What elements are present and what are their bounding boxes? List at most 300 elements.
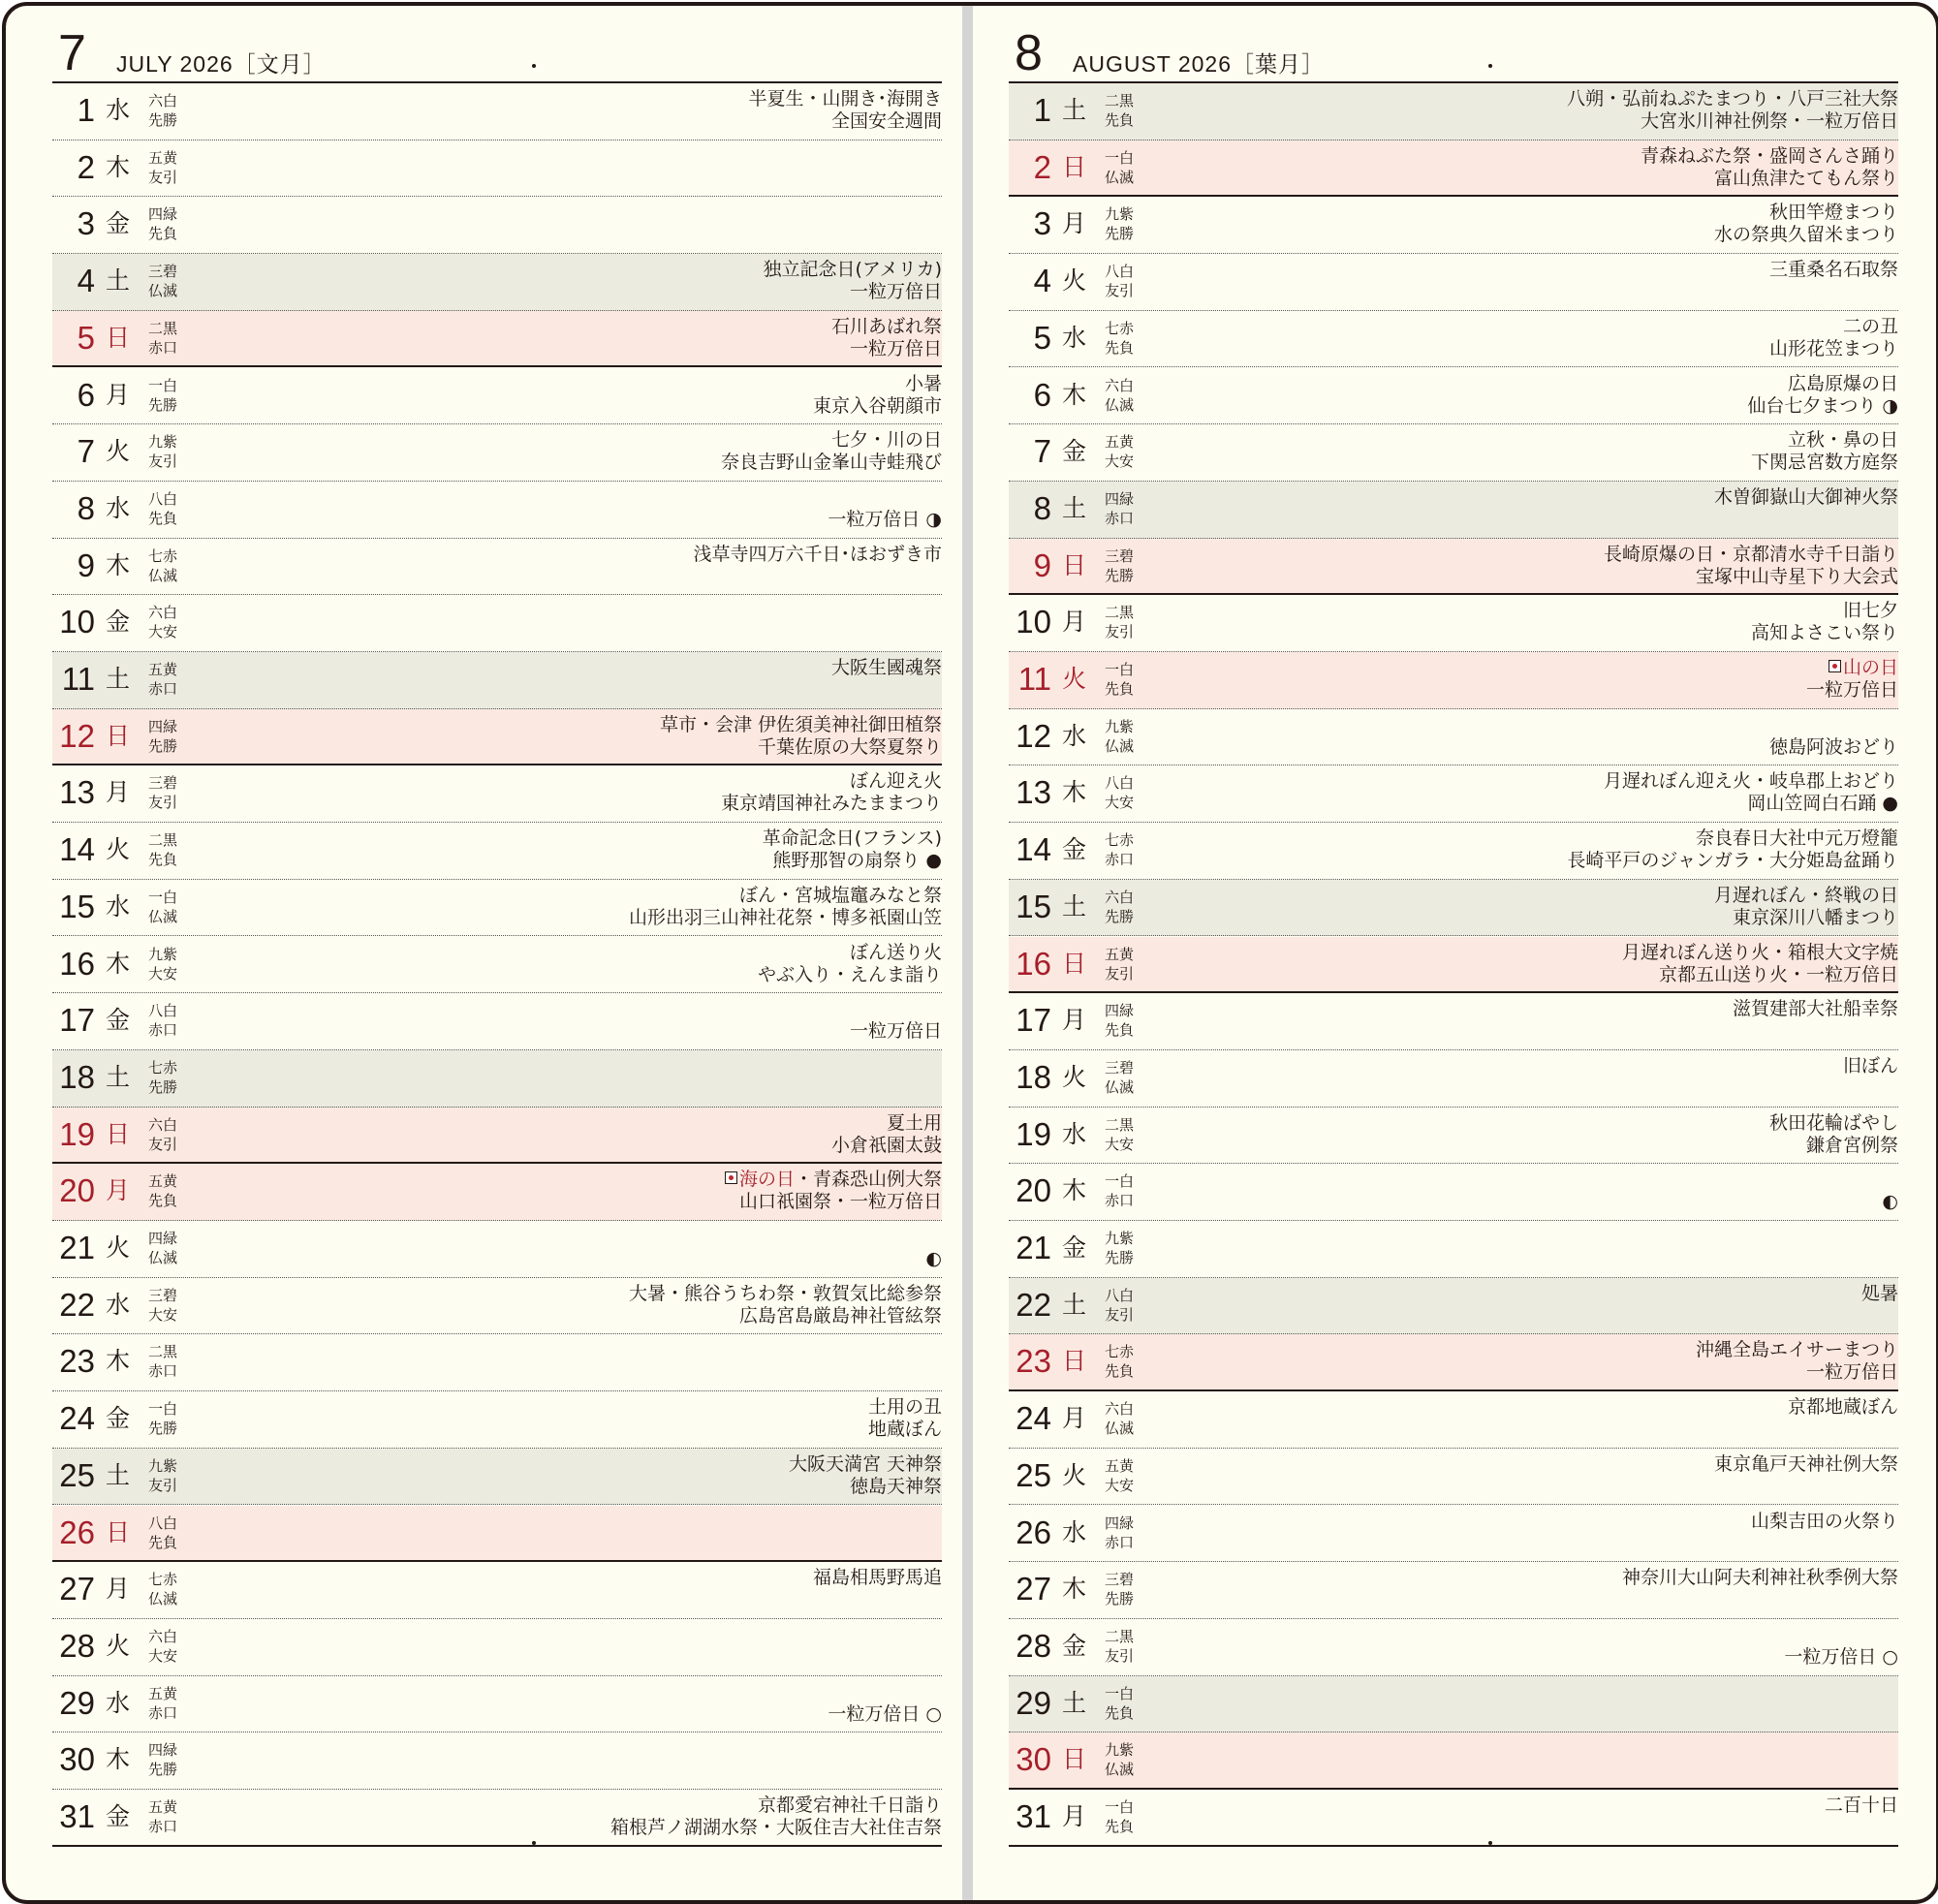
page-dot [532, 64, 536, 68]
event-line-1 [1769, 714, 1898, 736]
event-line-2: 長崎平戸のジャンガラ・大分姫島盆踊り [1567, 850, 1898, 872]
day-number: 28 [59, 1627, 95, 1664]
events [1696, 1339, 1898, 1384]
weekday: 日 [106, 1119, 131, 1148]
day-row [1009, 709, 1898, 766]
kyusei-rokuyo [148, 1740, 177, 1779]
kyusei-rokuyo [1105, 773, 1134, 812]
day-number: 14 [59, 831, 95, 868]
weekday: 火 [1062, 1062, 1087, 1091]
events [1747, 373, 1898, 418]
kyusei: 六白 [148, 604, 178, 622]
japan-flag-icon [1829, 660, 1841, 672]
rokuyo: 先負 [1105, 338, 1135, 357]
event-line-2: 山口祇園祭・一粒万倍日 [738, 1191, 942, 1213]
kyusei: 一白 [148, 376, 178, 394]
event-line-2: 奈良吉野山金峯山寺蛙飛び [720, 452, 942, 474]
day-row [52, 1278, 942, 1335]
day-row [52, 1506, 942, 1563]
day-number: 28 [1016, 1627, 1051, 1664]
weekday: 日 [1062, 152, 1087, 181]
kyusei: 九紫 [148, 1456, 178, 1475]
day-number: 11 [1017, 661, 1051, 697]
event-line-2: 一粒万倍日 [1805, 679, 1898, 701]
kyusei-rokuyo [148, 830, 177, 869]
rokuyo: 仏滅 [148, 282, 178, 300]
rokuyo: 先負 [148, 1192, 178, 1210]
day-number: 9 [77, 546, 95, 583]
day-row [52, 1619, 942, 1676]
events [1714, 885, 1898, 929]
events [1733, 998, 1898, 1020]
kyusei: 五黄 [148, 661, 178, 678]
day-row [52, 197, 942, 254]
day-number: 7 [77, 433, 95, 470]
rokuyo: 先負 [1105, 1362, 1135, 1381]
kyusei-rokuyo [1105, 1627, 1134, 1666]
events [1622, 1567, 1898, 1589]
events [1641, 145, 1898, 190]
weekday: 日 [106, 323, 131, 352]
day-number: 9 [1033, 546, 1051, 583]
rokuyo: 先勝 [1105, 1590, 1135, 1608]
day-number: 1 [1033, 92, 1051, 128]
event-line-1: 月遅れぼん迎え火・岐阜郡上おどり [1603, 770, 1898, 793]
day-number: 19 [1016, 1115, 1051, 1152]
event-line-2: 一粒万倍日 [849, 337, 942, 359]
kyusei: 一白 [1105, 1798, 1135, 1816]
page-august [1009, 6, 1898, 1900]
rokuyo: 先負 [148, 851, 178, 869]
event-line-1 [850, 998, 942, 1020]
weekday: 月 [1062, 1802, 1087, 1830]
day-number: 10 [59, 604, 95, 640]
weekday: 金 [1062, 1631, 1087, 1660]
day-row [52, 254, 942, 311]
day-row [1009, 1221, 1898, 1278]
kyusei: 七赤 [1105, 831, 1135, 850]
holiday-name: 山の日 [1842, 657, 1898, 678]
weekday: 水 [1062, 1517, 1087, 1546]
weekday: 水 [106, 1290, 131, 1319]
day-row [52, 937, 942, 994]
kyusei: 五黄 [148, 1684, 178, 1702]
weekday: 金 [1062, 835, 1087, 864]
rokuyo: 先勝 [1105, 225, 1135, 243]
weekday: 日 [106, 721, 131, 750]
event-line-1: 月遅れぼん・終戦の日 [1713, 884, 1898, 906]
day-row [1009, 993, 1898, 1050]
day-number: 16 [1016, 945, 1051, 982]
day-row [52, 595, 942, 652]
weekday: 水 [106, 891, 131, 921]
day-row [1009, 937, 1898, 994]
kyusei-rokuyo [1105, 262, 1134, 300]
events [629, 1283, 942, 1327]
weekday: 月 [1062, 1404, 1087, 1433]
event-line-2: 仙台七夕まつり ◑ [1747, 394, 1898, 417]
event-line-2: 東京入谷朝顔市 [812, 394, 942, 417]
event-line-2: 高知よさこい祭り [1750, 622, 1898, 644]
event-line-2: 一粒万倍日 ○ [1784, 1645, 1898, 1668]
kyusei: 九紫 [148, 945, 178, 963]
weekday: 水 [1062, 323, 1087, 352]
day-number: 25 [1016, 1456, 1051, 1493]
kyusei: 五黄 [1105, 433, 1135, 452]
kyusei-rokuyo [148, 660, 177, 699]
kyusei-rokuyo [148, 603, 177, 641]
month-header [52, 25, 942, 83]
event-line-1: 小暑 [904, 372, 942, 394]
kyusei: 四緑 [1105, 1002, 1135, 1020]
weekday: 水 [106, 493, 131, 522]
kyusei: 四緑 [148, 1230, 178, 1247]
event-line-1: 東京亀戸天神社例大祭 [1713, 1452, 1898, 1475]
event-line-2: 京都五山送り火・一粒万倍日 [1658, 963, 1898, 985]
day-row [52, 311, 942, 368]
event-line-1: ぼん・宮城塩竈みなと祭 [738, 884, 942, 906]
events [813, 1567, 942, 1589]
kyusei-rokuyo [148, 204, 177, 243]
kyusei: 一白 [1105, 1172, 1135, 1191]
kyusei: 六白 [148, 1627, 178, 1645]
weekday: 土 [106, 1460, 131, 1489]
kyusei: 七赤 [148, 1058, 178, 1077]
day-row [52, 1221, 942, 1278]
day-row [1009, 595, 1898, 652]
rokuyo: 友引 [1105, 964, 1135, 983]
rokuyo: 先負 [148, 1533, 178, 1551]
event-line-1: 月遅れぼん送り火・箱根大文字焼 [1621, 941, 1898, 963]
month-name: AUGUST 2026［葉月］ [1073, 51, 1325, 77]
day-number: 11 [61, 661, 95, 697]
event-line-1 [828, 1681, 942, 1703]
kyusei-rokuyo [1105, 1058, 1134, 1097]
events [1806, 657, 1898, 702]
events [748, 88, 942, 133]
event-line-2: ◐ [1882, 1191, 1898, 1213]
event-line-1: 広島原爆の日 [1787, 372, 1898, 394]
event-line-2: 広島宮島厳島神社管絃祭 [738, 1304, 942, 1327]
event-line-1: 立秋・鼻の日 [1787, 429, 1898, 452]
event-line-1: 京都愛宕神社千日詣り [757, 1795, 942, 1816]
weekday: 金 [106, 608, 131, 637]
day-row [1009, 1108, 1898, 1165]
day-number: 20 [1016, 1172, 1051, 1209]
day-number: 10 [1016, 604, 1051, 640]
day-number: 21 [1016, 1230, 1051, 1265]
event-line-1: 夏土用 [886, 1111, 942, 1134]
weekday: 木 [106, 1745, 131, 1774]
event-line-2: 徳島阿波おどり [1768, 735, 1898, 758]
kyusei: 四緑 [148, 1741, 178, 1760]
weekday: 月 [1062, 608, 1087, 637]
event-line-2: 岡山笠岡白石踊 ● [1747, 793, 1898, 815]
weekday: 月 [106, 1176, 131, 1205]
kyusei: 五黄 [1105, 1456, 1135, 1475]
weekday: 火 [1062, 1460, 1087, 1489]
event-line-1: ぼん送り火 [849, 941, 942, 963]
day-row [52, 709, 942, 766]
kyusei-rokuyo [148, 717, 177, 756]
day-row [1009, 1562, 1898, 1619]
month-name: JULY 2026［文月］ [116, 51, 327, 77]
events [1567, 88, 1898, 133]
events [1784, 1624, 1898, 1669]
event-line-1: 沖縄全島エイサーまつり [1695, 1339, 1898, 1361]
weekday: 日 [1062, 550, 1087, 579]
event-line-1: 滋賀建部大社船幸祭 [1732, 998, 1898, 1020]
rokuyo: 友引 [1105, 1646, 1135, 1665]
day-number: 23 [59, 1343, 95, 1380]
kyusei-rokuyo [148, 773, 177, 812]
kyusei: 四緑 [1105, 1514, 1135, 1532]
weekday: 月 [106, 778, 131, 807]
event-line-1: 山梨吉田の火祭り [1750, 1510, 1898, 1532]
rokuyo: 友引 [1105, 1305, 1135, 1324]
weekday: 土 [106, 266, 131, 296]
events [831, 316, 942, 360]
kyusei-rokuyo [1105, 717, 1134, 756]
kyusei-rokuyo [1105, 830, 1134, 869]
kyusei-rokuyo [1105, 432, 1134, 471]
events [721, 770, 942, 815]
kyusei: 三碧 [148, 1286, 178, 1304]
kyusei-rokuyo [1105, 1740, 1134, 1779]
rokuyo: 先勝 [1105, 566, 1135, 584]
day-row [1009, 1676, 1898, 1733]
events [721, 429, 942, 474]
day-number: 19 [59, 1115, 95, 1152]
rokuyo: 赤口 [1105, 1192, 1135, 1210]
rokuyo: 大安 [148, 623, 178, 641]
book-gutter [962, 6, 973, 1900]
month-number: 8 [1015, 25, 1043, 81]
weekday: 月 [106, 1575, 131, 1604]
kyusei: 一白 [1105, 1684, 1135, 1702]
day-row [52, 1562, 942, 1619]
day-row [52, 1334, 942, 1391]
rokuyo: 先勝 [148, 1420, 178, 1438]
kyusei-rokuyo [148, 1514, 177, 1552]
rokuyo: 友引 [148, 1476, 178, 1494]
event-line-1: 七夕・川の日 [830, 429, 942, 452]
events [1769, 259, 1898, 281]
kyusei: 八白 [148, 489, 178, 508]
event-line-1: 福島相馬野馬追 [812, 1567, 942, 1589]
rokuyo: 赤口 [1105, 1533, 1135, 1551]
event-line-1: 処暑 [1860, 1282, 1898, 1304]
day-number: 2 [1033, 148, 1051, 185]
kyusei: 三碧 [148, 774, 178, 793]
rokuyo: 先負 [148, 509, 178, 527]
page-july [52, 6, 942, 1900]
rokuyo: 先勝 [148, 1761, 178, 1779]
weekday: 金 [1062, 1233, 1087, 1262]
day-row [1009, 1334, 1898, 1391]
kyusei: 四緑 [1105, 489, 1135, 508]
kyusei: 三碧 [1105, 1571, 1135, 1589]
event-line-1 [925, 1226, 942, 1248]
day-row [1009, 823, 1898, 880]
weekday: 木 [1062, 778, 1087, 807]
event-line-1: 二の丑 [1842, 315, 1898, 337]
rokuyo: 友引 [148, 794, 178, 812]
kyusei: 二黒 [1105, 1627, 1135, 1645]
day-number: 2 [77, 148, 95, 185]
kyusei-rokuyo [148, 1684, 177, 1723]
day-number: 12 [1016, 717, 1051, 754]
event-line-2: 水の祭典久留米まつり [1713, 224, 1898, 246]
rokuyo: 大安 [148, 1646, 178, 1665]
kyusei: 三碧 [1105, 1058, 1135, 1077]
rokuyo: 先負 [1105, 680, 1135, 698]
day-number: 8 [1033, 489, 1051, 526]
kyusei: 五黄 [148, 1172, 178, 1191]
day-number: 22 [1016, 1286, 1051, 1323]
weekday: 火 [106, 437, 131, 466]
day-number: 8 [77, 489, 95, 526]
kyusei: 八白 [1105, 774, 1135, 793]
events [789, 1453, 942, 1498]
rokuyo: 先負 [1105, 1818, 1135, 1835]
rokuyo: 友引 [1105, 282, 1135, 300]
event-line-2: 一粒万倍日 [849, 1020, 942, 1043]
weekday: 日 [1062, 949, 1087, 978]
rokuyo: 赤口 [148, 338, 178, 357]
weekday: 火 [106, 1631, 131, 1660]
day-row [1009, 1790, 1898, 1847]
kyusei-rokuyo [148, 489, 177, 528]
weekday: 月 [106, 380, 131, 409]
day-number: 30 [1016, 1741, 1051, 1778]
event-line-1: 旧七夕 [1842, 600, 1898, 622]
rokuyo: 仏滅 [148, 1590, 178, 1608]
event-line-1: 大暑・熊谷うちわ祭・敦賀気比総参祭 [628, 1282, 942, 1304]
day-row [1009, 1506, 1898, 1563]
kyusei: 三碧 [148, 263, 178, 281]
event-line-1: 三重桑名石取祭 [1768, 259, 1898, 281]
kyusei-rokuyo [1105, 1286, 1134, 1325]
rokuyo: 仏滅 [1105, 395, 1135, 414]
kyusei: 三碧 [1105, 546, 1135, 565]
kyusei-rokuyo [1105, 1684, 1134, 1723]
kyusei-rokuyo [148, 1058, 177, 1097]
event-line-1: 石川あばれ祭 [830, 315, 942, 337]
event-line-1: 草市・会津 伊佐須美神社御田植祭 [659, 713, 942, 735]
kyusei: 五黄 [148, 1798, 178, 1816]
weekday: 木 [106, 1347, 131, 1376]
rokuyo: 仏滅 [1105, 736, 1135, 755]
rokuyo: 仏滅 [1105, 1077, 1135, 1096]
kyusei: 七赤 [1105, 1343, 1135, 1361]
day-number: 4 [1033, 263, 1051, 299]
day-row [1009, 482, 1898, 539]
kyusei-rokuyo [148, 319, 177, 358]
day-row [52, 1732, 942, 1790]
kyusei: 一白 [1105, 148, 1135, 167]
event-line-1: 秋田竿燈まつり [1768, 202, 1898, 224]
day-number: 21 [59, 1230, 95, 1265]
weekday: 土 [1062, 1688, 1087, 1717]
event-line-2: 箱根芦ノ湖湖水祭・大阪住吉大社住吉祭 [610, 1817, 942, 1838]
month-header [1009, 25, 1898, 83]
day-number: 17 [1016, 1002, 1051, 1039]
day-number: 15 [1016, 888, 1051, 924]
weekday: 土 [106, 665, 131, 693]
event-text: ・青森恐山例大祭 [794, 1169, 942, 1191]
day-number: 1 [77, 92, 95, 128]
event-line-1 [725, 1169, 942, 1191]
kyusei-rokuyo [148, 1229, 177, 1267]
events [828, 1681, 942, 1726]
events [1714, 1453, 1898, 1476]
event-line-1: 大阪天満宮 天神祭 [788, 1452, 942, 1475]
day-number: 12 [59, 717, 95, 754]
rokuyo: 仏滅 [148, 1249, 178, 1266]
events [1788, 1396, 1898, 1419]
rokuyo: 先勝 [1105, 907, 1135, 925]
day-row [52, 880, 942, 937]
events [1751, 1511, 1898, 1533]
weekday: 土 [1062, 96, 1087, 124]
event-line-2: 富山魚津たてもん祭り [1713, 167, 1898, 189]
day-row [1009, 1732, 1898, 1790]
kyusei-rokuyo [1105, 546, 1134, 585]
month-number: 7 [58, 25, 86, 81]
kyusei-rokuyo [1105, 1514, 1134, 1552]
kyusei: 二黒 [148, 831, 178, 850]
kyusei: 二黒 [1105, 604, 1135, 622]
day-row [52, 993, 942, 1050]
event-line-2: 一粒万倍日 [849, 281, 942, 303]
event-line-2: ◐ [925, 1248, 942, 1269]
event-line-1: 木曽御嶽山大御神火祭 [1713, 485, 1898, 508]
kyusei: 二黒 [1105, 1115, 1135, 1134]
day-number: 20 [59, 1172, 95, 1209]
kyusei-rokuyo [148, 376, 177, 415]
weekday: 月 [1062, 1006, 1087, 1035]
weekday: 火 [1062, 266, 1087, 296]
day-number: 26 [59, 1514, 95, 1550]
holiday-name: 海の日 [738, 1169, 795, 1191]
kyusei-rokuyo [148, 1570, 177, 1608]
kyusei-rokuyo [148, 1342, 177, 1381]
page-dot [1488, 1841, 1492, 1845]
event-line-1: 土用の丑 [867, 1396, 942, 1419]
kyusei-rokuyo [1105, 489, 1134, 528]
weekday: 木 [1062, 1575, 1087, 1604]
weekday: 水 [106, 1688, 131, 1717]
event-line-1: 神奈川大山阿夫利神社秋季例大祭 [1621, 1567, 1898, 1589]
event-line-1: ぼん迎え火 [849, 770, 942, 793]
weekday: 金 [1062, 437, 1087, 466]
rokuyo: 大安 [1105, 1135, 1135, 1153]
day-number: 27 [1016, 1571, 1051, 1607]
event-line-2: 東京靖国神社みたままつり [720, 793, 942, 815]
events [610, 1795, 942, 1839]
events [1622, 942, 1898, 986]
event-line-2: 千葉佐原の大祭夏祭り [757, 735, 942, 758]
events [925, 1226, 942, 1270]
kyusei-rokuyo [1105, 1229, 1134, 1267]
events [1825, 1795, 1898, 1817]
event-line-2: 山形出羽三山神社花祭・博多祇園山笠 [628, 906, 942, 928]
event-line-2: 小倉祇園太鼓 [830, 1134, 942, 1156]
day-row [52, 482, 942, 539]
weekday: 日 [1062, 1745, 1087, 1774]
events [1604, 770, 1898, 815]
